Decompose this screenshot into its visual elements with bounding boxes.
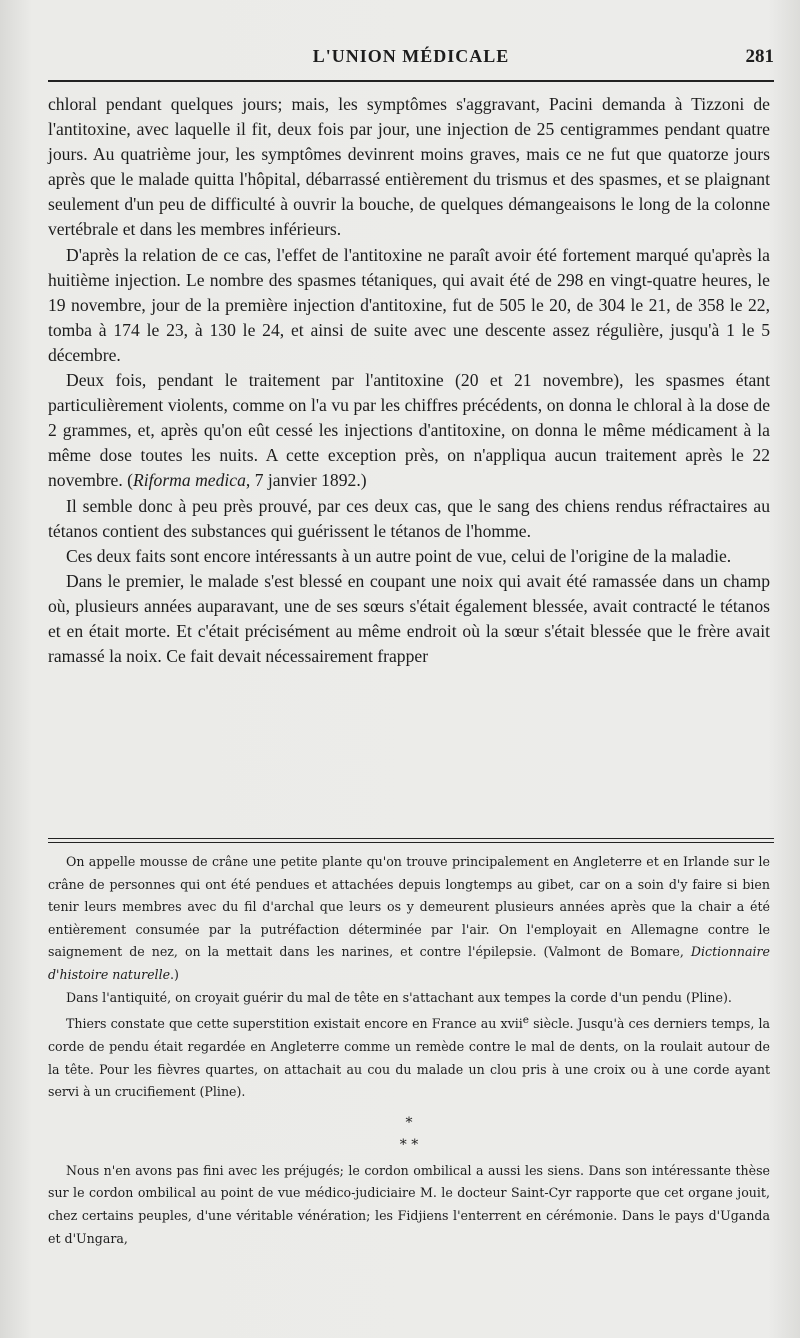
paragraph: Il semble donc à peu près prouvé, par ces deux cas, que le sang des chiens rendus réfractaires au tétanos contient des substances qui guérissent le tétanos de l'homme. xyxy=(48,495,770,541)
running-header xyxy=(48,46,774,76)
footnote-paragraph: Nous n'en avons pas fini avec les préjugés; le cordon ombilical a aussi les siens. Dans son intéressante thèse sur le cordon ombilical au point de vue médico-judiciaire M. le docteur Saint-Cyr rapporte que cet organe jouit, chez certains peuples, d'une véritable vénération; les Fidjiens l'enterrent en cérémonie. Dans le pays d'Uganda et d'Ungara, xyxy=(48,1162,770,1246)
footnote-paragraph xyxy=(48,851,770,987)
superscript: e xyxy=(522,1014,529,1027)
paragraph: Ces deux faits sont encore intéressants à un autre point de vue, celui de l'origine de la maladie. xyxy=(66,545,732,566)
paragraph xyxy=(48,368,770,493)
main-text xyxy=(48,92,770,669)
asterism: * * * xyxy=(399,1114,419,1153)
paragraph-text: , 7 janvier 1892.) xyxy=(245,470,367,491)
footnote-text: Thiers constate que cette superstition existait encore en France au xvii xyxy=(66,1016,523,1032)
paragraph-text: Deux fois, pendant le traitement par l'antitoxine (20 et 21 novembre), les spasmes étant particulièrement violents, comme on l'a vu par les chiffres précédents, on donna le chloral à la dose de 2 grammes, et, après qu'on eût cessé les injections d'antitoxine, on donna le même médicament à la même dose toutes les nuits. A cette exception près, on n'appliqua aucun traitement après le 22 novembre. ( xyxy=(48,370,770,491)
header-rule xyxy=(48,80,774,82)
paragraph: D'après la relation de ce cas, l'effet de l'antitoxine ne paraît avoir été fortement marqué qu'après la huitième injection. Le nombre des spasmes tétaniques, qui avait été de 298 en vingt-quatre heures, le 19 novembre, jour de la première injection d'antitoxine, fut de 505 le 20, de 304 le 21, de 358 le 22, tomba à 174 le 23, à 130 le 24, et ainsi de suite avec une descente assez régulière, jusqu'à 1 le 5 décembre. xyxy=(48,244,770,365)
footnote-text: On appelle mousse de crâne une petite plante qu'on trouve principalement en Angleterre et en Irlande sur le crâne de personnes qui ont été pendues et attachées depuis longtemps au gibet, car on a soin d'y faire si bien tenir leurs membres avec du fil d'archal que leurs os y demeurent plusieurs années après que la chair a été entièrement consumée par la putréfaction déterminée par l'air. On l'employait en Allemagne contre le saignement de nez, on la mettait dans les narines, et contre l'épilepsie. (Valmont de Bomare, xyxy=(48,854,770,960)
book-citation: Dictionnaire d'histoire naturelle xyxy=(48,944,770,982)
footnote-paragraph: Dans l'antiquité, on croyait guérir du mal de tête en s'attachant aux tempes la corde d'un pendu (Pline). xyxy=(66,989,732,1005)
footnotes xyxy=(48,851,770,1250)
footnote-divider xyxy=(48,838,774,843)
page-number: 281 xyxy=(745,46,774,67)
footnote-paragraph xyxy=(48,1009,770,1104)
paragraph: Dans le premier, le malade s'est blessé en coupant une noix qui avait été ramassée dans un champ où, plusieurs années auparavant, une de ses sœurs s'était également blessée, avait contracté le tétanos et en était morte. Et c'était précisément au même endroit où la sœur s'était blessée que le frère avait ramassé la noix. Ce fait devait nécessairement frapper xyxy=(48,570,770,667)
journal-citation: Riforma medica xyxy=(133,470,246,491)
footnote-text: siècle. Jusqu'à ces derniers temps, la corde de pendu était regardée en Angleterre comme un remède contre le mal de dents, on la roulait autour de la tête. Pour les fièvres quartes, on attachait au cou du malade un clou pris à une croix ou à une corde ayant servi à un crucifiement (Pline). xyxy=(48,1016,770,1100)
paragraph: chloral pendant quelques jours; mais, les symptômes s'aggravant, Pacini demanda à Tizzoni de l'antitoxine, avec laquelle il fit, deux fois par jour, une injection de 25 centigrammes pendant quatre jours. Au quatrième jour, les symptômes devinrent moins graves, mais ce ne fut que quatorze jours après que le malade quitta l'hôpital, débarrassé entièrement du trismus et des spasmes, et se plaignant seulement d'un peu de difficulté à ouvrir la bouche, de quelques démangeaisons le long de la colonne vertébrale et dans les membres inférieurs. xyxy=(48,94,770,240)
footnote-text: .) xyxy=(170,966,179,982)
journal-title: L'UNION MÉDICALE xyxy=(312,46,510,66)
